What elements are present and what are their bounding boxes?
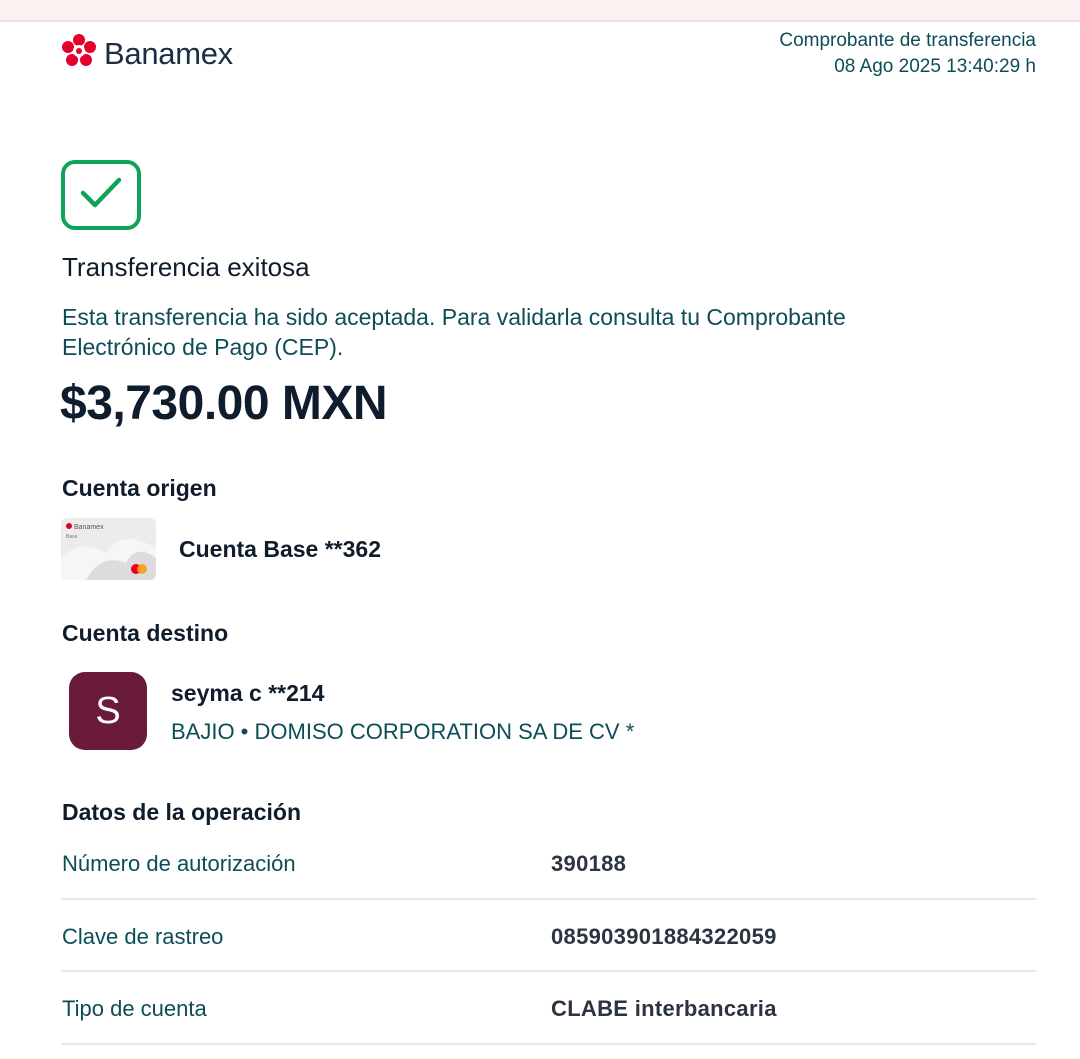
- destination-section-title: Cuenta destino: [62, 620, 229, 646]
- operation-key: Clave de rastreo: [62, 924, 224, 949]
- operation-value: CLABE interbancaria: [551, 996, 777, 1021]
- operation-value: 390188: [551, 851, 627, 876]
- card-type-text: Base: [66, 534, 78, 540]
- operation-value: 085903901884322059: [551, 924, 777, 949]
- card-brand-text: Banamex: [74, 524, 104, 531]
- operation-key: Número de autorización: [62, 851, 296, 876]
- banamex-logo-icon: [60, 32, 98, 75]
- transfer-amount: $3,730.00 MXN: [60, 377, 388, 430]
- destination-name: seyma c **214: [171, 680, 325, 706]
- receipt-header: [779, 28, 1036, 80]
- avatar: S: [69, 672, 147, 750]
- operation-key: Tipo de cuenta: [62, 996, 207, 1021]
- receipt-type: Comprobante de transferencia: [779, 30, 1036, 51]
- top-strip: [0, 0, 1080, 22]
- status-description: Esta transferencia ha sido aceptada. Para validarla consulta tu Comprobante Electrónico de Pago (CEP).: [62, 304, 846, 360]
- origin-section-title: Cuenta origen: [62, 475, 217, 501]
- destination-bank: BAJIO • DOMISO CORPORATION SA DE CV *: [171, 719, 635, 744]
- card-thumbnail: [61, 518, 156, 580]
- origin-account: Cuenta Base **362: [179, 536, 381, 562]
- table-row: [61, 828, 1036, 900]
- status-title: Transferencia exitosa: [62, 252, 310, 282]
- receipt-datetime: 08 Ago 2025 13:40:29 h: [834, 56, 1036, 77]
- brand-logo: [60, 32, 233, 75]
- brand-name: Banamex: [104, 35, 233, 71]
- success-badge: [61, 160, 141, 230]
- operation-section-title: Datos de la operación: [62, 799, 302, 825]
- table-row: [61, 973, 1036, 1045]
- table-row: [61, 900, 1036, 972]
- check-icon: [79, 176, 123, 215]
